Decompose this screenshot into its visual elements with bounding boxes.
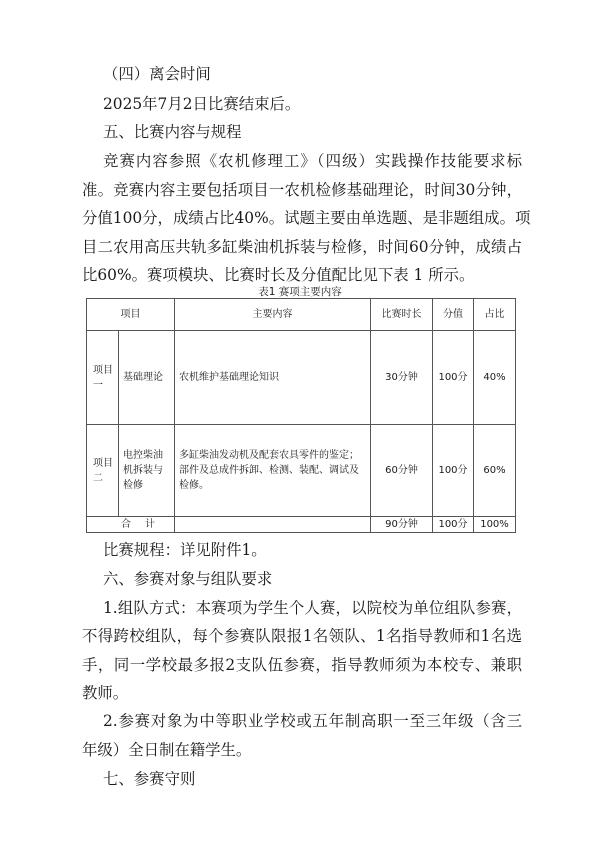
content-table <box>86 298 516 533</box>
row-duration: 30分钟 <box>371 331 433 425</box>
total-label: 合计 <box>87 517 175 533</box>
paragraph-line: 教师。 <box>82 684 129 702</box>
table-header-row <box>87 299 516 331</box>
total-duration: 90分钟 <box>371 517 433 533</box>
total-content-empty <box>175 517 371 533</box>
section-heading-rules: 七、参赛守则 <box>103 770 196 788</box>
row-content: 农机维护基础理论知识 <box>175 331 371 425</box>
row-score: 100分 <box>433 425 474 517</box>
header-item: 项目 <box>87 299 175 331</box>
header-content: 主要内容 <box>175 299 371 331</box>
row-content: 多缸柴油发动机及配套农具零件的鉴定；部件及总成件拆卸、检测、装配、调试及检修。 <box>175 425 371 517</box>
paragraph-line: 1.组队方式：本赛项为学生个人赛，以院校为单位组队参赛， <box>103 599 522 617</box>
paragraph-line: 分值100分，成绩占比40%。试题主要由单选题、是非题组成。项 <box>82 209 531 227</box>
row-score: 100分 <box>433 331 474 425</box>
table-total-row <box>87 517 516 533</box>
paragraph-line: 手，同一学校最多报2支队伍参赛，指导教师须为本校专、兼职 <box>82 656 522 674</box>
paragraph-end-date: 2025年7月2日比赛结束后。 <box>103 95 301 113</box>
section-heading-content: 五、比赛内容与规程 <box>103 123 242 141</box>
row-item-name: 基础理论 <box>119 331 175 425</box>
paragraph-rules: 比赛规程：详见附件1。 <box>103 541 267 559</box>
paragraph-line: 目二农用高压共轨多缸柴油机拆装与检修，时间60分钟，成绩占 <box>82 238 522 256</box>
table-caption: 表1 赛项主要内容 <box>258 286 342 298</box>
row-ratio: 60% <box>474 425 516 517</box>
section-heading-participants: 六、参赛对象与组队要求 <box>103 570 273 588</box>
paragraph-line: 不得跨校组队，每个参赛队限报1名领队、1名指导教师和1名选 <box>82 627 522 645</box>
table-row <box>87 331 516 425</box>
header-score: 分值 <box>433 299 474 331</box>
section-heading-departure-time: （四）离会时间 <box>103 65 211 83</box>
total-score: 100分 <box>433 517 474 533</box>
header-ratio: 占比 <box>474 299 516 331</box>
header-duration: 比赛时长 <box>371 299 433 331</box>
row-duration: 60分钟 <box>371 425 433 517</box>
paragraph-line: 2.参赛对象为中等职业学校或五年制高职一至三年级（含三 <box>103 712 522 730</box>
total-ratio: 100% <box>474 517 516 533</box>
paragraph-line: 准。竞赛内容主要包括项目一农机检修基础理论，时间30分钟， <box>82 181 522 199</box>
paragraph-line: 年级）全日制在籍学生。 <box>82 741 252 759</box>
row-ratio: 40% <box>474 331 516 425</box>
paragraph-line: 比60%。赛项模块、比赛时长及分值配比见下表 1 所示。 <box>82 266 475 284</box>
row-item-label: 项目二 <box>87 425 119 517</box>
paragraph-line: 竞赛内容参照《农机修理工》（四级）实践操作技能要求标 <box>103 152 522 170</box>
table-row <box>87 425 516 517</box>
row-item-name: 电控柴油机拆装与检修 <box>119 425 175 517</box>
row-item-label: 项目一 <box>87 331 119 425</box>
